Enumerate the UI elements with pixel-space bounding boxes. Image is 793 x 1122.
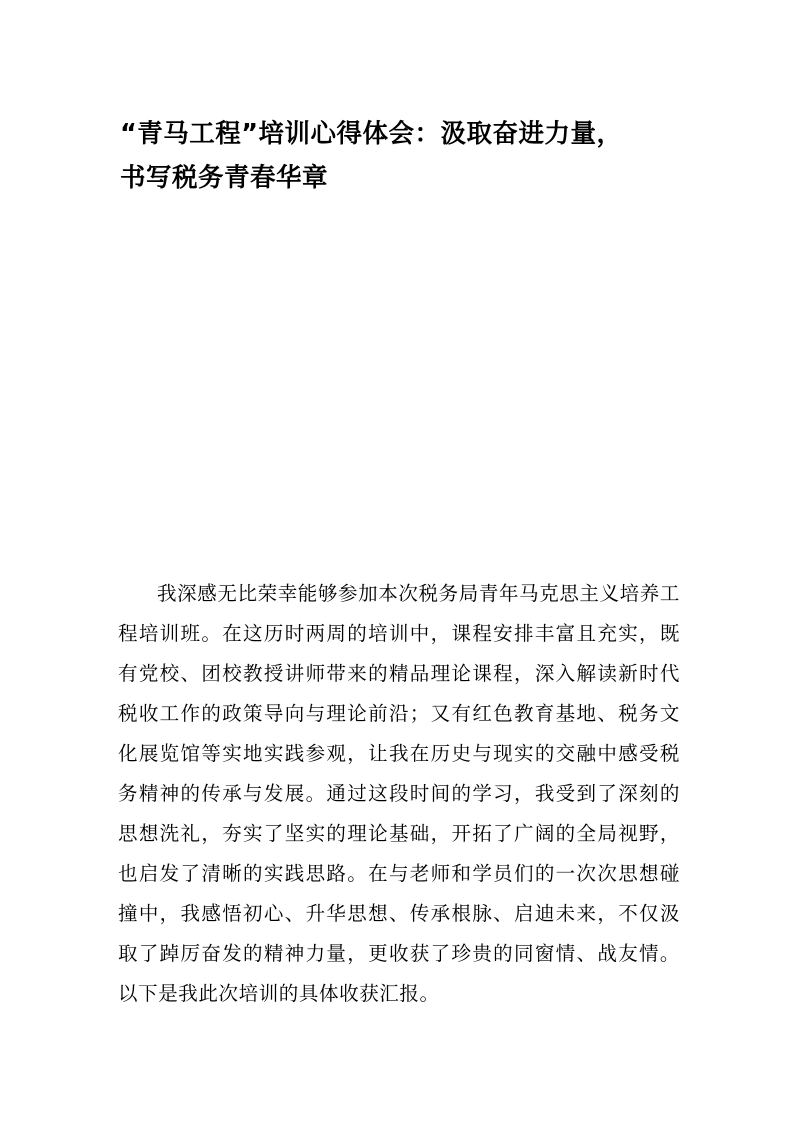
page-title-line-2: 书写税务青春华章: [120, 163, 329, 193]
body-paragraph-1: 我深感无比荣幸能够参加本次税务局青年马克思主义培养工程培训班。在这历时两周的培训中，课程安排丰富且充实，既有党校、团校教授讲师带来的精品理论课程，深入解读新时代税收工作的政策导向与理论前沿；又有红色教育基地、税务文化展览馆等实地实践参观，让我在历史与现实的交融中感受税务精神的传承与发展。通过这段时间的学习，我受到了深刻的思想洗礼，夯实了坚实的理论基础，开拓了广阔的全局视野，也启发了清晰的实践思路。在与老师和学员们的一次次思想碰撞中，我感悟初心、升华思想、传承根脉、启迪未来，不仅汲取了踔厉奋发的精神力量，更收获了珍贵的同窗情、战友情。以下是我此次培训的具体收获汇报。: [118, 584, 680, 1005]
document-body: [118, 575, 680, 1015]
page-title-line-1: “青马工程”培训心得体会：汲取奋进力量，: [120, 119, 623, 149]
page-title: [120, 112, 680, 200]
document-title-block: [120, 112, 680, 200]
